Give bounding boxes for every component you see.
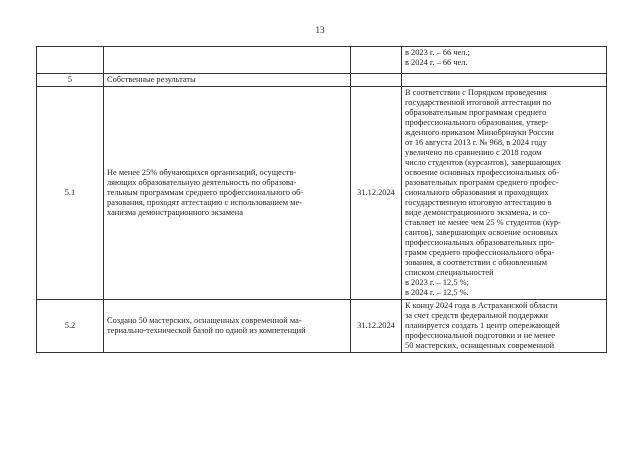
row-date: 31.12.2024: [351, 300, 402, 353]
section-title: Собственные результаты: [104, 74, 351, 87]
cell-result-carryover: в 2023 г. – 66 чел.; в 2024 г. – 66 чел.: [402, 47, 607, 74]
cell-date-empty: [351, 74, 402, 87]
table-row-section-5: [37, 74, 607, 87]
table-row-5-2: [37, 300, 607, 353]
table-row-5-1: [37, 87, 607, 300]
cell-date-empty: [351, 47, 402, 74]
row-date: 31.12.2024: [351, 87, 402, 300]
cell-num-empty: [37, 47, 104, 74]
row-description: Создано 50 мастерских, оснащенных современной ма- териально-технической базой по одной из компетенций: [104, 300, 351, 353]
row-description: Не менее 25% обучающихся организаций, осуществ- ляющих образовательную деятельность по образова- тельным программам среднего профессионального об- разования, проходят аттестацию с использованием ме- ханизма демонстрационного экзамена: [104, 87, 351, 300]
row-result: В соответствии с Порядком проведения государственной итоговой аттестации по образовательным программам среднего профессионального образования, утвер- жденного приказом Минобрнауки России от 16 августа 2013 г. № 968, в 2024 году увеличено по сравнению с 2018 годом число студентов (курсантов), завершающих освоение основных профессиональных об- разовательных программ среднего профес- сионального образования и проходящих государственную итоговую аттестацию в виде демонстрационного экзамена, и со- ставляет не менее чем 25 % студентов (кур- сантов), завершающих освоение основных профессиональных образовательных про- грамм среднего профессионального обра- зования, в соответствии с обновленным списком специальностей в 2023 г. – 12,5 %; в 2024 г. – 12,5 %.: [402, 87, 607, 300]
section-number: 5: [37, 74, 104, 87]
row-number: 5.1: [37, 87, 104, 300]
table-row-carryover: [37, 47, 607, 74]
row-result: К концу 2024 года в Астраханской области за счет средств федеральной поддержки планируется создать 1 центр опережающей профессиональной подготовки и не менее 50 мастерских, оснащенных современной: [402, 300, 607, 353]
page-number: 13: [315, 25, 325, 35]
cell-desc-empty: [104, 47, 351, 74]
cell-result-empty: [402, 74, 607, 87]
row-number: 5.2: [37, 300, 104, 353]
results-table: [36, 46, 607, 353]
